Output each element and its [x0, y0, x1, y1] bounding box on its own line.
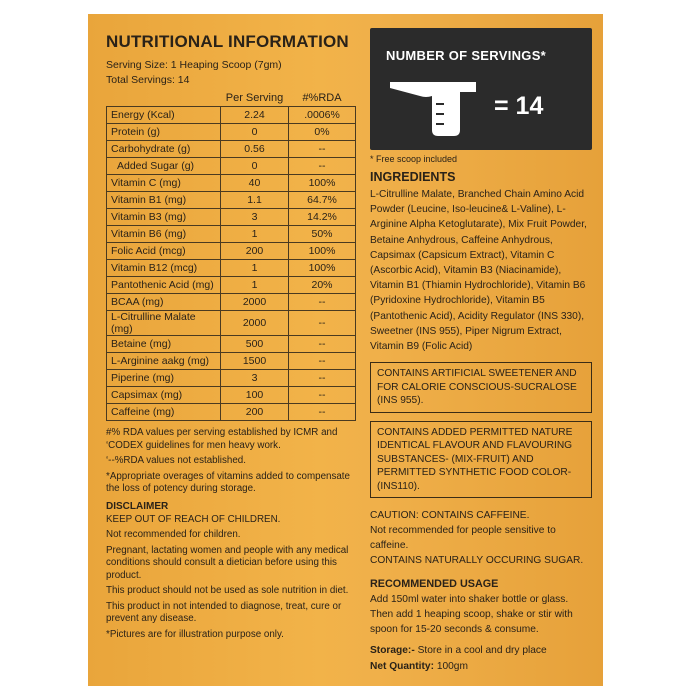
nutrient-rda: --: [289, 294, 356, 311]
caution-line: CONTAINS NATURALLY OCCURING SUGAR.: [370, 555, 584, 567]
nutrient-name: Caffeine (mg): [107, 404, 221, 421]
table-row: [107, 370, 356, 387]
nutrient-rda: 0%: [289, 124, 356, 141]
right-column: [370, 28, 592, 675]
nutrient-name: BCAA (mg): [107, 294, 221, 311]
disclaimer-title: DISCLAIMER: [106, 500, 169, 512]
nutrient-name: Protein (g): [107, 124, 221, 141]
nutrient-name: Pantothenic Acid (mg): [107, 277, 221, 294]
nutrient-name: Betaine (mg): [107, 336, 221, 353]
table-row: [107, 141, 356, 158]
nutrient-per-serving: 0: [221, 158, 289, 175]
servings-count: = 14: [494, 92, 544, 120]
product-label: [88, 14, 603, 686]
nutrient-per-serving: 500: [221, 336, 289, 353]
nutrient-rda: 100%: [289, 243, 356, 260]
nutrient-per-serving: 2000: [221, 311, 289, 336]
table-row: [107, 387, 356, 404]
usage-title: RECOMMENDED USAGE: [370, 578, 499, 591]
nutrient-per-serving: 1: [221, 277, 289, 294]
nutrition-header-row: [107, 90, 356, 107]
storage-label: Storage:-: [370, 645, 415, 657]
nutrition-section: [106, 32, 356, 644]
nutrient-name: L-Arginine aakg (mg): [107, 353, 221, 370]
nutrient-name: Carbohydrate (g): [107, 141, 221, 158]
storage-text: Store in a cool and dry place: [417, 645, 547, 657]
caution-line: CAUTION: CONTAINS CAFFEINE.: [370, 510, 530, 522]
nutrient-per-serving: 0.56: [221, 141, 289, 158]
nutrient-name: Energy (Kcal): [107, 107, 221, 124]
table-row: [107, 175, 356, 192]
nutrient-per-serving: 200: [221, 404, 289, 421]
note-dash: ‘--%RDA values not established.: [106, 455, 246, 466]
nutrient-rda: 20%: [289, 277, 356, 294]
nutrient-per-serving: 2.24: [221, 107, 289, 124]
disclaimer-line: *Pictures are for illustration purpose only.: [106, 628, 284, 640]
nutrient-per-serving: 1500: [221, 353, 289, 370]
table-row: [107, 404, 356, 421]
rda-header: #%RDA: [302, 92, 342, 104]
nutrient-rda: 100%: [289, 260, 356, 277]
table-row: [107, 124, 356, 141]
disclaimer-line: Not recommended for children.: [106, 529, 241, 540]
table-row: [107, 226, 356, 243]
nutrient-rda: --: [289, 311, 356, 336]
nutrient-per-serving: 100: [221, 387, 289, 404]
nutrient-per-serving: 3: [221, 209, 289, 226]
nutrient-per-serving: 2000: [221, 294, 289, 311]
disclaimer-line: This product in not intended to diagnose, treat, cure or prevent any disease.: [106, 600, 342, 624]
nutrient-name: Vitamin B1 (mg): [107, 192, 221, 209]
nutrient-per-serving: 3: [221, 370, 289, 387]
per-serving-header: Per Serving: [225, 92, 284, 104]
scoop-footnote: * Free scoop included: [370, 154, 458, 164]
nutrition-table: [106, 90, 356, 421]
storage-line: [370, 643, 592, 659]
table-row: [107, 158, 356, 175]
nutrient-name: Added Sugar (g): [107, 158, 221, 175]
ingredients-text: L-Citrulline Malate, Branched Chain Amino Acid Powder (Leucine, Iso-leucine& L-Valine), L-Arginine Alpha Ketoglutarate), Mix Fruit Powder, Betaine Anhydrous, Caffeine Anhydrous, Capsimax (Capsicum Extract), Vitamin C (Ascorbic Acid), Vitamin B3 (Niacinamide), Vitamin B1 (Thiamin Hydrochloride), Vitamin B6 (Pyridoxine Hydrochloride), Vitamin B5 (Pantothenic Acid), Acidity Regulator (INS 330), Sweetner (INS 955), Piper Nigrum Extract, Vitamin B9 (Folic Acid): [370, 189, 587, 353]
disclaimer-line: Pregnant, lactating women and people with any medical conditions should consult a dietician before using this product.: [106, 544, 349, 581]
sweetener-notice-box: CONTAINS ARTIFICIAL SWEETENER AND FOR CALORIE CONSCIOUS-SUCRALOSE (INS 955).: [370, 362, 592, 413]
disclaimer-line: KEEP OUT OF REACH OF CHILDREN.: [106, 513, 281, 525]
disclaimer-text: [106, 514, 356, 642]
caution-section: [370, 508, 592, 568]
nutrient-rda: --: [289, 336, 356, 353]
nutrient-rda: 14.2%: [289, 209, 356, 226]
nutrient-rda: --: [289, 370, 356, 387]
net-quantity-value: 100gm: [436, 661, 468, 673]
servings-box: [370, 28, 592, 150]
table-row: [107, 243, 356, 260]
nutrient-name: Capsimax (mg): [107, 387, 221, 404]
nutrition-table-body: [107, 107, 356, 421]
nutrient-rda: --: [289, 353, 356, 370]
ingredients-title: INGREDIENTS: [370, 170, 456, 184]
nutrient-rda: 50%: [289, 226, 356, 243]
note-overages: *Appropriate overages of vitamins added to compensate the loss of potency during storage.: [106, 470, 350, 494]
storage-section: [370, 643, 592, 675]
table-row: [107, 192, 356, 209]
total-servings: Total Servings: 14: [106, 74, 190, 86]
nutrient-name: Vitamin C (mg): [107, 175, 221, 192]
nutrient-rda: --: [289, 158, 356, 175]
net-quantity-line: [370, 659, 592, 675]
nutrient-per-serving: 1: [221, 226, 289, 243]
caution-line: Not recommended for people sensitive to caffeine.: [370, 525, 556, 552]
table-row: [107, 209, 356, 226]
table-row: [107, 260, 356, 277]
scoop-icon: [386, 74, 486, 144]
table-row: [107, 336, 356, 353]
nutrient-rda: .0006%: [289, 107, 356, 124]
nutrient-name: L-Citrulline Malate (mg): [107, 311, 221, 336]
table-row: [107, 277, 356, 294]
servings-title: NUMBER OF SERVINGS*: [386, 48, 547, 63]
disclaimer-line: This product should not be used as sole nutrition in diet.: [106, 585, 349, 596]
table-row: [107, 311, 356, 336]
usage-text: Add 150ml water into shaker bottle or glass. Then add 1 heaping scoop, shake or stir with spoon for 15-20 seconds & consume.: [370, 594, 573, 636]
nutrient-name: Vitamin B12 (mcg): [107, 260, 221, 277]
nutrient-rda: --: [289, 387, 356, 404]
serving-size: Serving Size: 1 Heaping Scoop (7gm): [106, 59, 282, 71]
nutrient-rda: 64.7%: [289, 192, 356, 209]
nutrient-rda: --: [289, 404, 356, 421]
table-row: [107, 107, 356, 124]
nutrition-title: NUTRITIONAL INFORMATION: [106, 32, 349, 51]
nutrient-name: Folic Acid (mcg): [107, 243, 221, 260]
flavour-notice-box: CONTAINS ADDED PERMITTED NATURE IDENTICAL FLAVOUR AND FLAVOURING SUBSTANCES- (MIX-FRUIT) AND PERMITTED SYNTHETIC FOOD COLOR- (INS110).: [370, 421, 592, 499]
nutrient-name: Piperine (mg): [107, 370, 221, 387]
nutrient-per-serving: 1: [221, 260, 289, 277]
nutrient-rda: 100%: [289, 175, 356, 192]
nutrient-per-serving: 1.1: [221, 192, 289, 209]
table-row: [107, 294, 356, 311]
nutrient-per-serving: 200: [221, 243, 289, 260]
nutrient-per-serving: 0: [221, 124, 289, 141]
net-quantity-label: Net Quantity:: [370, 661, 434, 673]
nutrient-name: Vitamin B6 (mg): [107, 226, 221, 243]
table-row: [107, 353, 356, 370]
nutrient-per-serving: 40: [221, 175, 289, 192]
nutrient-name: Vitamin B3 (mg): [107, 209, 221, 226]
note-rda: #% RDA values per serving established by ICMR and ‘CODEX guidelines for men heavy work.: [106, 427, 338, 451]
nutrient-rda: --: [289, 141, 356, 158]
nutrition-notes: [106, 427, 356, 496]
